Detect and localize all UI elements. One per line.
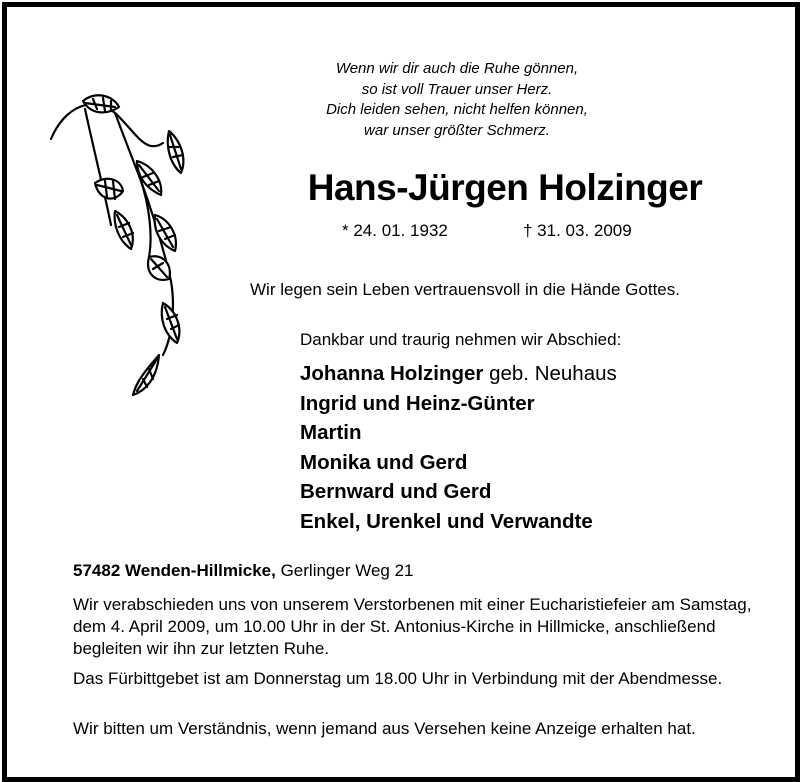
mourner: Ingrid und Heinz-Günter (300, 391, 535, 415)
leaf-branch-illustration (45, 85, 215, 425)
notice-paragraph: Wir bitten um Verständnis, wenn jemand aus Versehen keine Anzeige erhalten hat. (73, 719, 696, 738)
poem-line: Dich leiden sehen, nicht helfen können, (326, 101, 588, 118)
mourner (300, 359, 617, 389)
mourners-list (300, 359, 617, 537)
mourner: Monika und Gerd (300, 450, 468, 474)
address-place: 57482 Wenden-Hillmicke, (73, 561, 276, 580)
birth-date: * 24. 01. 1932 (342, 221, 448, 240)
poem (307, 59, 607, 141)
poem-line: Wenn wir dir auch die Ruhe gönnen, (335, 60, 579, 77)
address (73, 561, 414, 581)
poem-line: war unser größter Schmerz. (364, 121, 550, 139)
service-paragraph: Wir verabschieden uns von unserem Verstorbenen mit einer Eucharistiefeier am Samstag, dem 4. April 2009, um 10.00 Uhr in der St. Antonius-Kirche in Hillmicke, anschließend begleiten wir ihn zur letzten Ruhe. (73, 595, 752, 658)
thanks-line: Dankbar und traurig nehmen wir Abschied: (300, 330, 622, 349)
mourner: Bernward und Gerd (300, 480, 492, 504)
obituary-frame (2, 2, 800, 782)
poem-line: so ist voll Trauer unser Herz. (361, 80, 553, 98)
mourner: Enkel, Urenkel und Verwandte (300, 509, 593, 533)
deceased-name: Hans-Jürgen Holzinger (307, 167, 703, 208)
mourner-maiden-name: geb. Neuhaus (489, 362, 617, 385)
address-street: Gerlinger Weg 21 (280, 561, 414, 580)
prayer-paragraph: Das Fürbittgebet ist am Donnerstag um 18.00 Uhr in Verbindung mit der Abendmesse. (73, 669, 723, 688)
mourner-name: Johanna Holzinger (300, 362, 484, 385)
death-date: † 31. 03. 2009 (523, 221, 632, 240)
mourner: Martin (300, 421, 362, 445)
faith-line: Wir legen sein Leben vertrauensvoll in die Hände Gottes. (250, 280, 680, 299)
